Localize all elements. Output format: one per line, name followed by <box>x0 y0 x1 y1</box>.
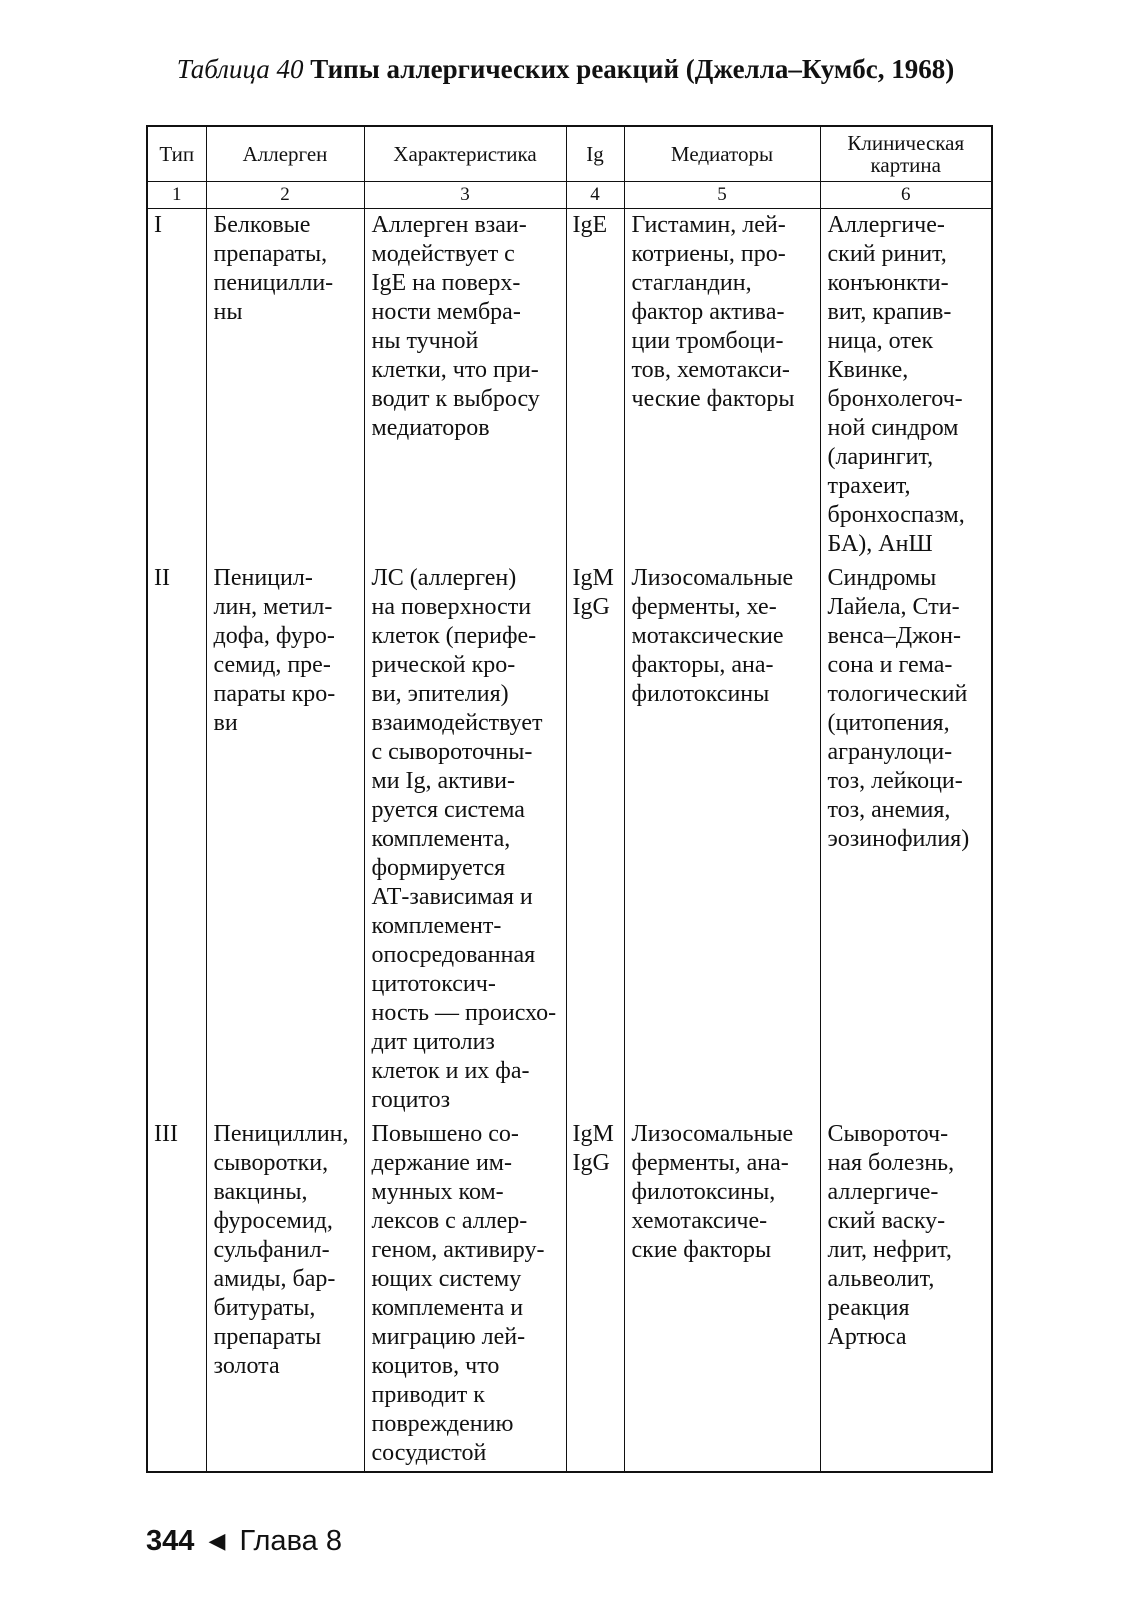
column-number: 6 <box>820 182 992 209</box>
cell-characteristic: ЛС (аллерген) на поверхности клеток (перифе- рической кро- ви, эпителия) взаимодействует с сывороточны- ми Ig, активи- руется система комплемента, формируется АТ-зависимая и комплемент- опосредованная цитотоксич- ность — происхо- дит цитолиз клеток и их фа- гоцитоз <box>364 562 566 1118</box>
column-number-row <box>147 182 992 209</box>
column-number: 2 <box>206 182 364 209</box>
cell-allergen: Пеницил- лин, метил- дофа, фуро- семид, пре- параты кро- ви <box>206 562 364 1118</box>
page-footer <box>146 1523 342 1559</box>
header-mediators: Медиаторы <box>624 126 820 182</box>
header-ig: Ig <box>566 126 624 182</box>
header-clinical: Клиническая картина <box>820 126 992 182</box>
header-allergen: Аллерген <box>206 126 364 182</box>
header-characteristic: Характеристика <box>364 126 566 182</box>
column-number: 5 <box>624 182 820 209</box>
caption-title: Типы аллергических реакций (Джелла–Кумбс, 1968) <box>310 54 955 84</box>
cell-clinical: Сывороточ- ная болезнь, аллергиче- ский васку- лит, нефрит, альвеолит, реакция Артюса <box>820 1118 992 1472</box>
column-number: 3 <box>364 182 566 209</box>
header-row <box>147 126 992 182</box>
cell-type: III <box>147 1118 206 1472</box>
cell-ig: IgE <box>566 209 624 563</box>
column-number: 4 <box>566 182 624 209</box>
table-row-type-2 <box>147 562 992 1118</box>
cell-ig: IgM IgG <box>566 1118 624 1472</box>
cell-mediators: Лизосомальные ферменты, хе- мотаксические факторы, ана- филотоксины <box>624 562 820 1118</box>
left-triangle-icon: ◀ <box>208 1528 226 1553</box>
header-type: Тип <box>147 126 206 182</box>
cell-mediators: Гистамин, лей- котриены, про- стагландин, фактор активa- ции тромбоци- тов, хемотакси- ческие факторы <box>624 209 820 563</box>
caption-label: Таблица 40 <box>176 54 304 84</box>
cell-type: II <box>147 562 206 1118</box>
allergy-types-table <box>146 125 993 1473</box>
table-caption <box>0 52 1131 86</box>
cell-allergen: Белковые препараты, пеницилли- ны <box>206 209 364 563</box>
cell-clinical: Аллергиче- ский ринит, конъюнкти- вит, крапив- ница, отек Квинке, бронхолегоч- ной синдром (ларингит, трахеит, бронхоспазм, БА), АнШ <box>820 209 992 563</box>
cell-allergen: Пенициллин, сыворотки, вакцины, фуросемид, сульфанил- амиды, бар- битураты, препараты золота <box>206 1118 364 1472</box>
chapter-label: Глава 8 <box>239 1525 342 1557</box>
column-number: 1 <box>147 182 206 209</box>
cell-type: I <box>147 209 206 563</box>
table-row-type-3 <box>147 1118 992 1472</box>
table-row-type-1 <box>147 209 992 563</box>
cell-mediators: Лизосомальные ферменты, ана- филотоксины, хемотаксиче- ские факторы <box>624 1118 820 1472</box>
cell-ig: IgM IgG <box>566 562 624 1118</box>
cell-characteristic: Аллерген взаи- модействует с IgE на поверх- ности мембра- ны тучной клетки, что при- водит к выбросу медиаторов <box>364 209 566 563</box>
cell-clinical: Синдромы Лайела, Сти- венса–Джон- сона и гема- тологический (цитопения, агранулоци- тоз, лейкоци- тоз, анемия, эозинофилия) <box>820 562 992 1118</box>
page-number: 344 <box>146 1525 195 1557</box>
cell-characteristic: Повышено со- держание им- мунных ком- лексов с аллер- геном, активиру- ющих систему комплемента и миграцию лей- коцитов, что приводит к повреждению сосудистой <box>364 1118 566 1472</box>
